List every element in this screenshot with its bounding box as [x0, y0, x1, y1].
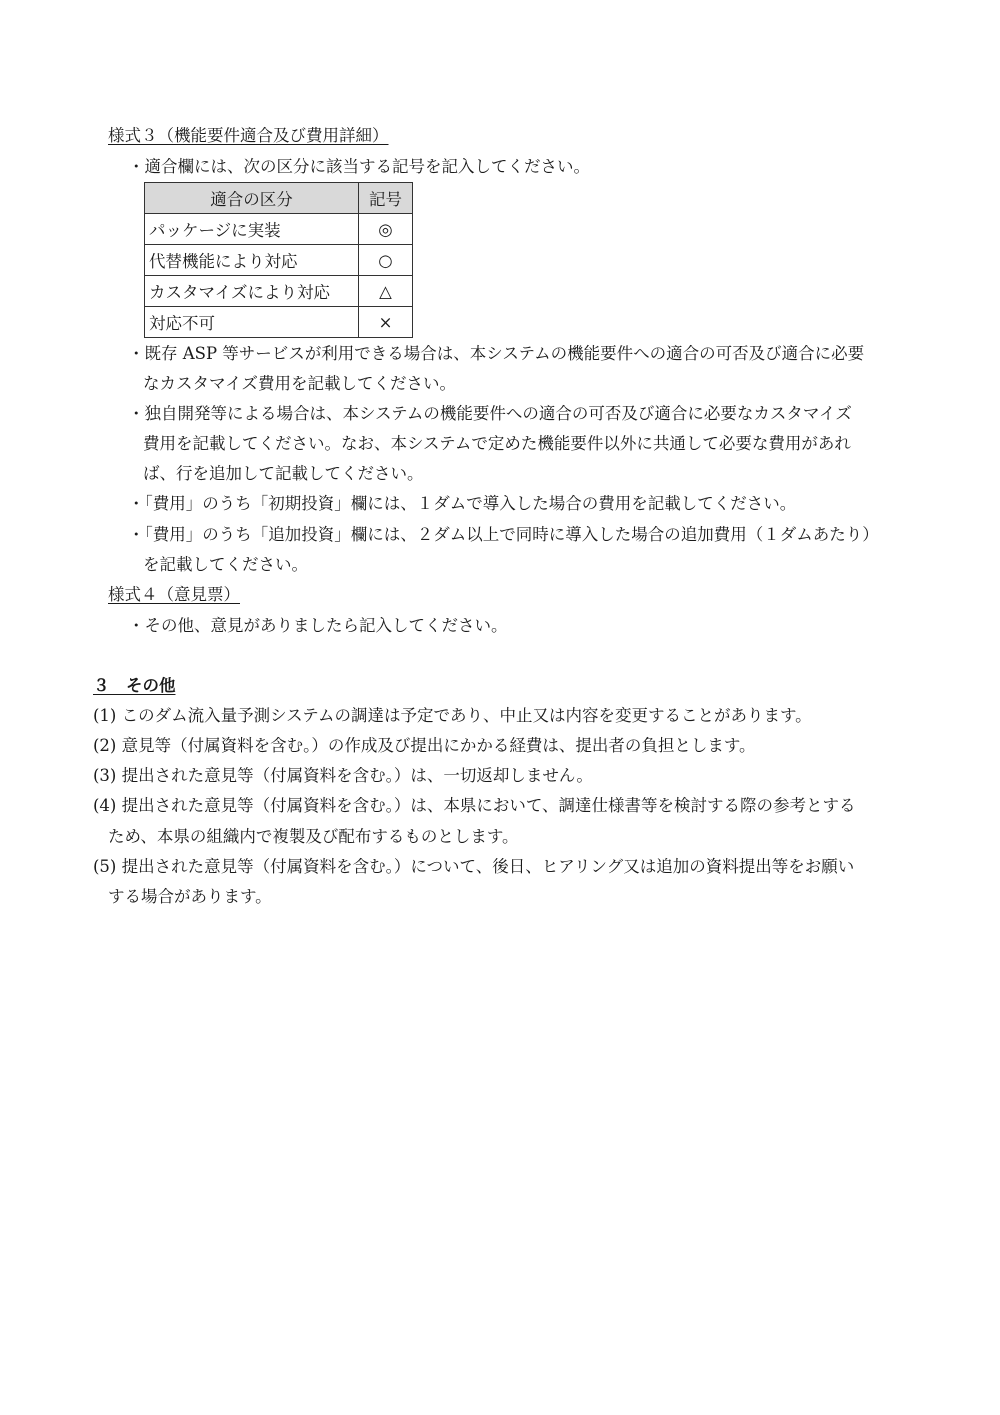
table-cell-symbol: ◎	[359, 214, 413, 245]
form4-title: 様式４（意見票）	[108, 585, 240, 604]
table-header-category: 適合の区分	[145, 183, 359, 214]
table-cell-category: パッケージに実装	[145, 214, 359, 245]
section3-item-2: (2) 意見等（付属資料を含む。）の作成及び提出にかかる経費は、提出者の負担とします。	[93, 736, 756, 755]
table-header-symbol: 記号	[359, 183, 413, 214]
form3-bullet-additional-cost-line2: を記載してください。	[143, 555, 308, 574]
table-cell-category: 代替機能により対応	[145, 245, 359, 276]
section3-item-3: (3) 提出された意見等（付属資料を含む。）は、一切返却しません。	[93, 766, 593, 785]
form3-bullet-initial-cost: ・「費用」のうち「初期投資」欄には、１ダムで導入した場合の費用を記載してください。	[128, 494, 797, 513]
table-row	[145, 245, 413, 276]
form3-title: 様式３（機能要件適合及び費用詳細）	[108, 126, 389, 145]
form3-intro: ・適合欄には、次の区分に該当する記号を記入してください。	[128, 157, 590, 176]
compliance-legend-table	[144, 182, 413, 338]
table-cell-category: 対応不可	[145, 307, 359, 338]
table-cell-symbol: ○	[359, 245, 413, 276]
table-header-row	[145, 183, 413, 214]
section3-item-1: (1) このダム流入量予測システムの調達は予定であり、中止又は内容を変更することがあります。	[93, 706, 812, 725]
form3-bullet-custom-line3: ば、行を追加して記載してください。	[143, 464, 424, 483]
form3-bullet-additional-cost-line1: ・「費用」のうち「追加投資」欄には、２ダム以上で同時に導入した場合の追加費用（１ダムあたり）	[128, 525, 879, 544]
table-cell-category: カスタマイズにより対応	[145, 276, 359, 307]
table-cell-symbol: ×	[359, 307, 413, 338]
section3-item-4-line1: (4) 提出された意見等（付属資料を含む。）は、本県において、調達仕様書等を検討する際の参考とする	[93, 796, 856, 815]
table-cell-symbol: △	[359, 276, 413, 307]
form3-bullet-asp-line2: なカスタマイズ費用を記載してください。	[143, 374, 457, 393]
form3-bullet-asp-line1: ・既存 ASP 等サービスが利用できる場合は、本システムの機能要件への適合の可否及び適合に必要	[128, 344, 865, 363]
section3-item-5-line2: する場合があります。	[108, 887, 272, 906]
table-row	[145, 214, 413, 245]
form4-bullet: ・その他、意見がありましたら記入してください。	[128, 616, 508, 635]
form3-bullet-custom-line2: 費用を記載してください。なお、本システムで定めた機能要件以外に共通して必要な費用があれ	[143, 434, 851, 453]
section3-item-5-line1: (5) 提出された意見等（付属資料を含む。）について、後日、ヒアリング又は追加の資料提出等をお願い	[93, 857, 855, 876]
table-row	[145, 307, 413, 338]
section3-item-4-line2: ため、本県の組織内で複製及び配布するものとします。	[108, 827, 519, 846]
form3-bullet-custom-line1: ・独自開発等による場合は、本システムの機能要件への適合の可否及び適合に必要なカスタマイズ	[128, 404, 852, 423]
section3-heading: ３ その他	[93, 676, 176, 695]
table-row	[145, 276, 413, 307]
